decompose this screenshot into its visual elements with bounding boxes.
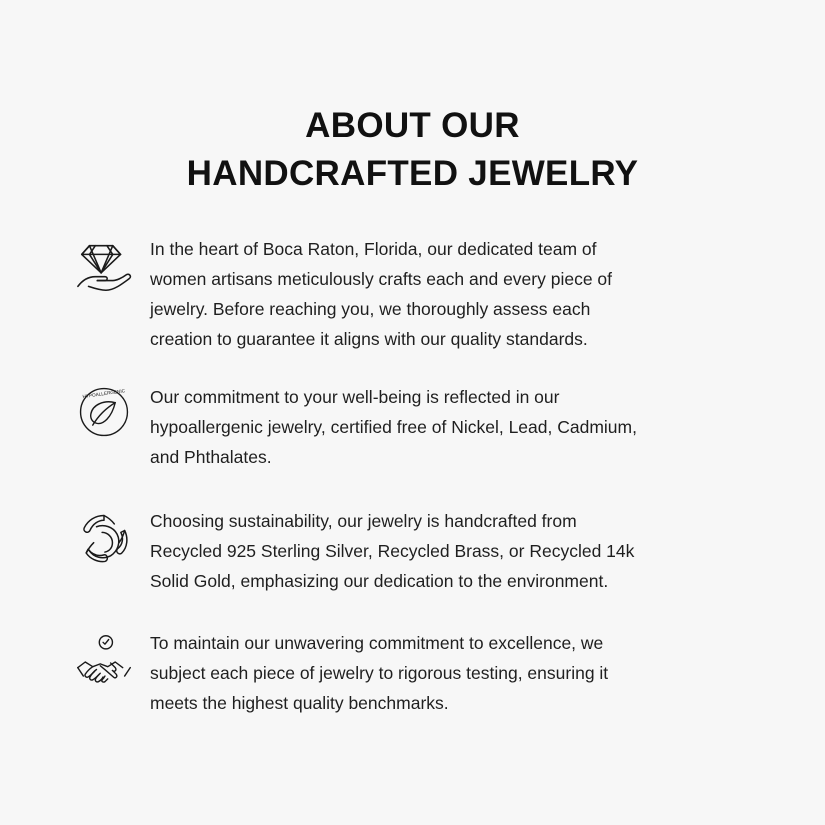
feature-text: Our commitment to your well-being is reflected in our hypoallergenic jewelry, certified free of Nickel, Lead, Cadmium, and Phthalates. (150, 387, 637, 467)
feature-text: In the heart of Boca Raton, Florida, our dedicated team of women artisans meticulously crafts each and every piece of jewelry. Before reaching you, we thoroughly assess each creation to guarantee it aligns with our quality standards. (150, 239, 613, 349)
page-title-line-2: HANDCRAFTED JEWELRY (186, 154, 639, 193)
list-item (60, 626, 765, 718)
feature-text: Choosing sustainability, our jewelry is handcrafted from Recycled 925 Sterling Silver, Recycled Brass, or Recycled 14k Solid Gold, emphasizing our dedication to the environment. (150, 511, 635, 591)
list-item (60, 380, 765, 472)
handshake-check-icon (74, 632, 136, 694)
svg-text:HYPOALLERGENIC: HYPOALLERGENIC (82, 388, 126, 400)
page-title-line-1: ABOUT OUR (305, 106, 520, 145)
list-item (60, 504, 765, 596)
feature-icon-container (60, 504, 150, 570)
feature-text: To maintain our unwavering commitment to excellence, we subject each piece of jewelry to rigorous testing, ensuring it meets the highest quality benchmarks. (150, 633, 609, 713)
feature-icon-container (60, 380, 150, 444)
feature-icon-container (60, 626, 150, 694)
feature-list (60, 232, 765, 718)
diamond-in-hand-icon (74, 236, 136, 298)
hypoallergenic-leaf-badge-icon (74, 382, 136, 444)
page-title (93, 92, 733, 198)
recycled-leaves-icon (74, 508, 136, 570)
feature-icon-container (60, 232, 150, 298)
list-item (60, 232, 765, 354)
